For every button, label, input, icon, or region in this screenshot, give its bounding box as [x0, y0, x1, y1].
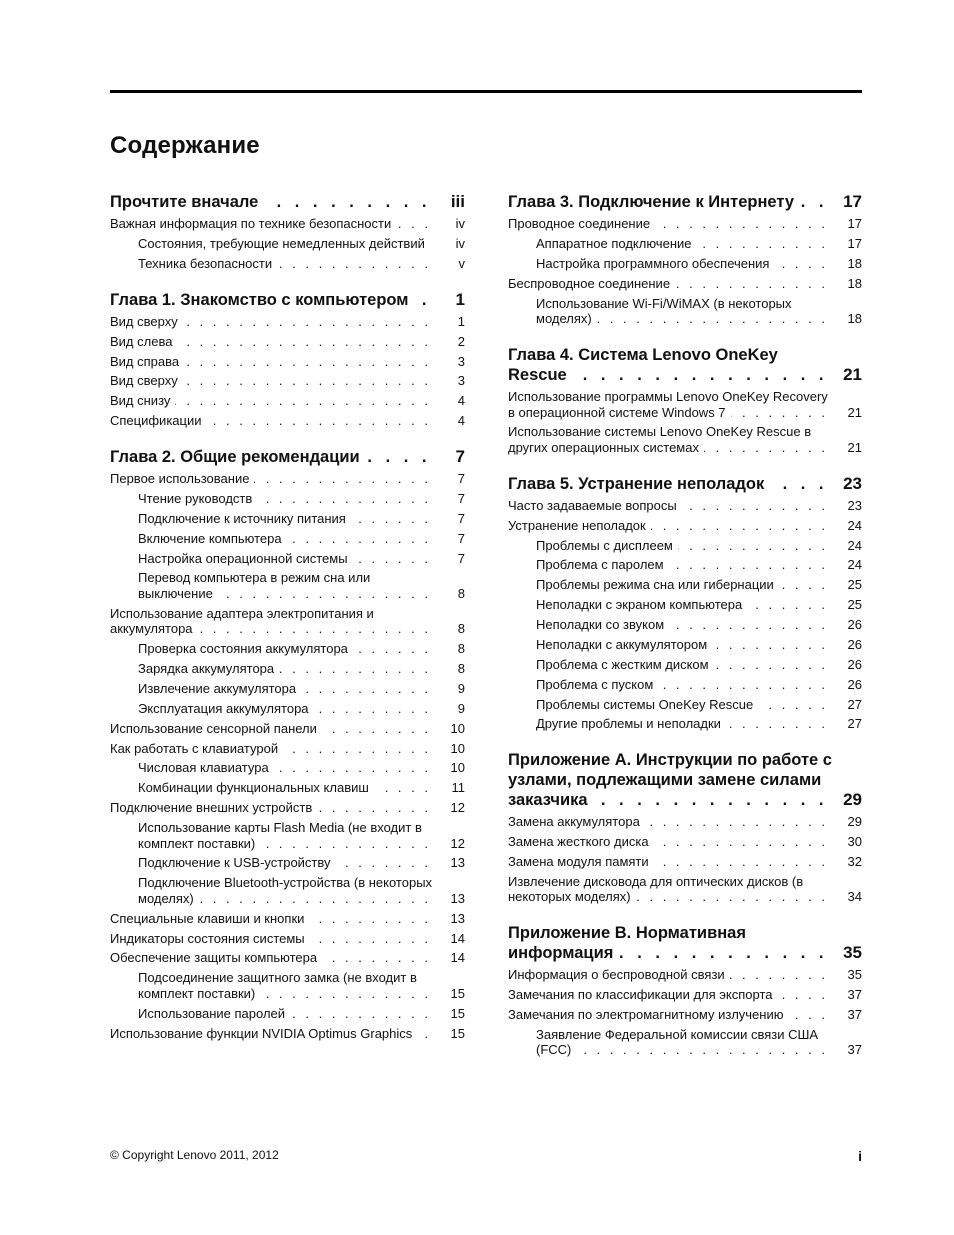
heading-page-number: 21: [843, 364, 862, 384]
heading-text: Приложение B. Нормативная информация: [508, 924, 746, 963]
toc-entry[interactable]: [110, 411, 465, 431]
page-title: Содержание: [110, 132, 260, 159]
entry-page-number: 13: [450, 910, 465, 926]
heading-text: Глава 5. Устранение неполадок: [508, 475, 769, 493]
entry-text: Проблема с паролем: [536, 557, 669, 572]
entry-page-number: 8: [457, 661, 465, 677]
entry-text: Комбинации функциональных клавиш: [138, 780, 374, 795]
heading-text: Приложение A. Инструкции по работе с узлами, подлежащими замене силами заказчика: [508, 751, 832, 810]
toc-section-heading[interactable]: [508, 923, 862, 963]
entry-page-number: 3: [457, 353, 465, 369]
entry-page-number: 13: [450, 890, 465, 906]
entry-text: Использование системы Lenovo OneKey Rescue в других операционных системах: [508, 424, 812, 455]
entry-page-number: 1: [457, 313, 465, 329]
entry-page-number: 37: [847, 1042, 862, 1058]
entry-page-number: 4: [457, 393, 465, 409]
entry-text: Вид сверху: [110, 373, 183, 388]
entry-page-number: 21: [847, 439, 862, 455]
toc-section: [110, 192, 465, 274]
toc-subentry[interactable]: [110, 548, 465, 568]
entry-page-number: 7: [457, 490, 465, 506]
entry-text: Обеспечение защиты компьютера: [110, 950, 322, 965]
toc-entry[interactable]: [508, 872, 862, 907]
entry-text: Использование паролей: [138, 1006, 290, 1021]
toc-entry[interactable]: [110, 391, 465, 411]
toc-entry[interactable]: [508, 985, 862, 1005]
toc-section-heading[interactable]: [110, 192, 465, 212]
toc-subentry[interactable]: [110, 529, 465, 549]
toc-section: [508, 192, 862, 329]
entry-page-number: 24: [847, 537, 862, 553]
toc-entry[interactable]: [110, 604, 465, 639]
entry-page-number: 17: [847, 236, 862, 252]
toc-entry[interactable]: [508, 832, 862, 852]
entry-page-number: 4: [457, 413, 465, 429]
entry-text: Вид слева: [110, 334, 177, 349]
toc-entry[interactable]: [508, 214, 862, 234]
entry-text: Чтение руководств: [138, 491, 257, 506]
toc-section-heading[interactable]: [508, 474, 862, 494]
page-number: i: [858, 1148, 862, 1164]
toc-subentry[interactable]: [110, 509, 465, 529]
entry-page-number: 29: [847, 814, 862, 830]
entry-page-number: 8: [457, 641, 465, 657]
toc-entry[interactable]: [110, 928, 465, 948]
toc-section-heading[interactable]: [110, 447, 465, 467]
toc-section: [508, 345, 862, 458]
toc-right-column: [508, 192, 862, 1076]
entry-page-number: iv: [455, 236, 465, 252]
entry-text: Подключение к источнику питания: [138, 511, 351, 526]
entry-text: Использование сенсорной панели: [110, 721, 322, 736]
entry-text: Индикаторы состояния системы: [110, 931, 310, 946]
entry-text: Проводное соединение: [508, 216, 655, 231]
entry-page-number: 24: [847, 557, 862, 573]
toc-subentry[interactable]: [508, 535, 862, 555]
entry-text: Проверка состояния аккумулятора: [138, 641, 353, 656]
entry-text: Проблема с пуском: [536, 677, 658, 692]
entry-page-number: iv: [455, 216, 465, 232]
toc-entry[interactable]: [508, 387, 862, 422]
toc-entry[interactable]: [110, 1023, 465, 1043]
entry-text: Важная информация по технике безопасности: [110, 216, 396, 231]
toc-subentry[interactable]: [508, 1025, 862, 1060]
top-rule: [110, 90, 862, 93]
toc-entry[interactable]: [508, 274, 862, 294]
entry-page-number: 14: [450, 930, 465, 946]
entry-page-number: 8: [457, 621, 465, 637]
toc-subentry[interactable]: [110, 679, 465, 699]
entry-text: Использование программы Lenovo OneKey Recovery в операционной системе Windows 7: [508, 389, 828, 420]
entry-text: Заявление Федеральной комиссии связи США (FCC): [536, 1026, 819, 1058]
entry-text: Техника безопасности: [138, 256, 277, 271]
toc-subentry[interactable]: [110, 568, 465, 603]
toc-entry[interactable]: [508, 965, 862, 985]
toc-section: [110, 290, 465, 431]
entry-text: Часто задаваемые вопросы: [508, 498, 682, 513]
entry-text: Неполадки с аккумулятором: [536, 637, 712, 652]
toc-subentry[interactable]: [508, 234, 862, 254]
toc-subentry[interactable]: [110, 659, 465, 679]
toc-entry[interactable]: [110, 738, 465, 758]
entry-page-number: 10: [450, 720, 465, 736]
toc-subentry[interactable]: [110, 639, 465, 659]
copyright-notice: © Copyright Lenovo 2011, 2012: [110, 1148, 279, 1162]
entry-text: Проблемы с дисплеем: [536, 538, 678, 553]
entry-page-number: 30: [847, 834, 862, 850]
entry-page-number: 15: [450, 1005, 465, 1021]
entry-text: Проблемы системы OneKey Rescue: [536, 697, 758, 712]
heading-text: Глава 3. Подключение к Интернету: [508, 193, 799, 211]
entry-text: Замечания по электромагнитному излучению: [508, 1007, 788, 1022]
entry-text: Проблема с жестким диском: [536, 657, 714, 672]
entry-page-number: 18: [847, 255, 862, 271]
entry-page-number: 14: [450, 950, 465, 966]
entry-page-number: 15: [450, 985, 465, 1001]
entry-text: Эксплуатация аккумулятора: [138, 701, 314, 716]
toc-subentry[interactable]: [110, 1004, 465, 1024]
toc-subentry[interactable]: [110, 853, 465, 873]
toc-subentry[interactable]: [508, 714, 862, 734]
entry-page-number: 3: [457, 373, 465, 389]
entry-text: Беспроводное соединение: [508, 276, 675, 291]
heading-page-number: 23: [843, 473, 862, 493]
entry-page-number: 7: [457, 510, 465, 526]
entry-text: Замена аккумулятора: [508, 814, 645, 829]
entry-page-number: 2: [457, 333, 465, 349]
toc-subentry[interactable]: [508, 294, 862, 329]
entry-text: Вид сверху: [110, 314, 183, 329]
toc-entry[interactable]: [508, 422, 862, 457]
toc-entry[interactable]: [110, 351, 465, 371]
entry-page-number: 12: [450, 800, 465, 816]
entry-page-number: 9: [457, 700, 465, 716]
entry-page-number: 15: [450, 1025, 465, 1041]
toc-entry[interactable]: [110, 909, 465, 929]
entry-page-number: 13: [450, 855, 465, 871]
heading-page-number: 7: [455, 446, 465, 466]
toc-section: [508, 474, 862, 735]
entry-text: Замечания по классификации для экспорта: [508, 987, 778, 1002]
heading-page-number: 29: [843, 790, 862, 810]
toc-entry[interactable]: [110, 798, 465, 818]
entry-page-number: 7: [457, 471, 465, 487]
toc-section-heading[interactable]: [508, 345, 862, 385]
toc-section-heading[interactable]: [110, 290, 465, 310]
entry-text: Замена жесткого диска: [508, 834, 654, 849]
toc-subentry[interactable]: [508, 694, 862, 714]
entry-text: Числовая клавиатура: [138, 760, 274, 775]
entry-text: Неполадки с экраном компьютера: [536, 597, 747, 612]
entry-text: Другие проблемы и неполадки: [536, 716, 726, 731]
entry-text: Специальные клавиши и кнопки: [110, 911, 309, 926]
heading-text: Глава 4. Система Lenovo OneKey Rescue: [508, 345, 778, 384]
entry-text: Устранение неполадок: [508, 518, 651, 533]
entry-page-number: 18: [847, 275, 862, 291]
entry-text: Использование Wi-Fi/WiMAX (в некоторых моделях): [536, 295, 792, 327]
toc-subentry[interactable]: [508, 595, 862, 615]
toc-subentry[interactable]: [508, 615, 862, 635]
entry-text: Информация о беспроводной связи: [508, 967, 730, 982]
toc-entry[interactable]: [508, 496, 862, 516]
toc-entry[interactable]: [110, 469, 465, 489]
toc-left-column: [110, 192, 465, 1059]
heading-page-number: iii: [450, 192, 465, 211]
toc-subentry[interactable]: [508, 555, 862, 575]
entry-page-number: 27: [847, 696, 862, 712]
entry-page-number: 17: [847, 216, 862, 232]
toc-section: [508, 750, 862, 907]
entry-page-number: v: [458, 255, 465, 271]
toc-subentry[interactable]: [110, 873, 465, 908]
toc-entry[interactable]: [508, 1005, 862, 1025]
entry-page-number: 26: [847, 676, 862, 692]
toc-subentry[interactable]: [508, 675, 862, 695]
toc-entry[interactable]: [508, 852, 862, 872]
toc-section-heading[interactable]: [508, 192, 862, 212]
entry-page-number: 34: [847, 889, 862, 905]
entry-page-number: 23: [847, 497, 862, 513]
entry-page-number: 8: [457, 585, 465, 601]
entry-page-number: 25: [847, 577, 862, 593]
entry-page-number: 26: [847, 656, 862, 672]
entry-text: Подключение внешних устройств: [110, 800, 317, 815]
toc-entry[interactable]: [110, 948, 465, 968]
entry-text: Первое использование: [110, 471, 254, 486]
entry-page-number: 37: [847, 987, 862, 1003]
toc-entry[interactable]: [110, 312, 465, 332]
toc-subentry[interactable]: [110, 778, 465, 798]
entry-text: Проблемы режима сна или гибернации: [536, 577, 779, 592]
toc-subentry[interactable]: [508, 655, 862, 675]
entry-text: Вид снизу: [110, 393, 175, 408]
heading-text: Глава 1. Знакомство с компьютером: [110, 291, 414, 309]
heading-page-number: 17: [843, 192, 862, 211]
entry-page-number: 9: [457, 680, 465, 696]
entry-text: Настройка программного обеспечения: [536, 256, 774, 271]
entry-page-number: 18: [847, 311, 862, 327]
entry-text: Использование адаптера электропитания и аккумулятора: [110, 605, 374, 637]
entry-text: Аппаратное подключение: [536, 236, 697, 251]
entry-text: Подключение к USB-устройству: [138, 855, 336, 870]
entry-page-number: 7: [457, 530, 465, 546]
toc-subentry[interactable]: [508, 575, 862, 595]
entry-text: Подключение Bluetooth-устройства (в некоторых моделях): [138, 875, 433, 906]
toc-subentry[interactable]: [110, 699, 465, 719]
entry-text: Спецификации: [110, 413, 207, 428]
toc-subentry[interactable]: [110, 489, 465, 509]
entry-text: Включение компьютера: [138, 531, 287, 546]
entry-page-number: 37: [847, 1007, 862, 1023]
entry-text: Неполадки со звуком: [536, 617, 669, 632]
entry-page-number: 32: [847, 854, 862, 870]
toc-entry[interactable]: [110, 332, 465, 352]
toc-entry[interactable]: [110, 371, 465, 391]
toc-entry[interactable]: [508, 812, 862, 832]
entry-page-number: 11: [451, 780, 465, 796]
entry-page-number: 25: [847, 597, 862, 613]
toc-subentry[interactable]: [110, 968, 465, 1003]
toc-subentry[interactable]: [110, 758, 465, 778]
entry-text: Извлечение аккумулятора: [138, 681, 301, 696]
entry-text: Извлечение дисковода для оптических дисков (в некоторых моделях): [508, 873, 804, 905]
toc-section: [508, 923, 862, 1060]
heading-page-number: 1: [455, 289, 465, 309]
toc-entry[interactable]: [110, 719, 465, 739]
entry-page-number: 26: [847, 636, 862, 652]
entry-page-number: 27: [847, 716, 862, 732]
entry-page-number: 21: [847, 404, 862, 420]
toc-entry[interactable]: [110, 214, 465, 234]
entry-text: Настройка операционной системы: [138, 551, 353, 566]
entry-text: Подсоединение защитного замка (не входит в комплект поставки): [138, 970, 417, 1001]
entry-text: Использование функции NVIDIA Optimus Graphics: [110, 1026, 417, 1041]
entry-text: Перевод компьютера в режим сна или выключение: [138, 570, 371, 601]
entry-text: Зарядка аккумулятора: [138, 661, 279, 676]
entry-page-number: 26: [847, 617, 862, 633]
toc-section: [110, 447, 465, 1043]
heading-text: Прочтите вначале: [110, 193, 263, 211]
entry-page-number: 35: [847, 967, 862, 983]
heading-text: Глава 2. Общие рекомендации: [110, 448, 365, 466]
entry-text: Как работать с клавиатурой: [110, 741, 283, 756]
toc-subentry[interactable]: [508, 254, 862, 274]
toc-entry[interactable]: [508, 516, 862, 536]
entry-page-number: 24: [847, 517, 862, 533]
heading-page-number: 35: [843, 943, 862, 963]
entry-text: Использование карты Flash Media (не входит в комплект поставки): [138, 820, 422, 851]
toc-subentry[interactable]: [508, 635, 862, 655]
entry-page-number: 7: [457, 550, 465, 566]
toc-subentry[interactable]: [110, 234, 465, 254]
toc-section-heading[interactable]: [508, 750, 862, 810]
entry-text: Вид справа: [110, 354, 184, 369]
entry-page-number: 10: [450, 740, 465, 756]
entry-text: Состояния, требующие немедленных действий: [138, 236, 430, 251]
toc-subentry[interactable]: [110, 818, 465, 853]
entry-page-number: 12: [450, 835, 465, 851]
entry-page-number: 10: [450, 760, 465, 776]
toc-subentry[interactable]: [110, 254, 465, 274]
entry-text: Замена модуля памяти: [508, 854, 654, 869]
